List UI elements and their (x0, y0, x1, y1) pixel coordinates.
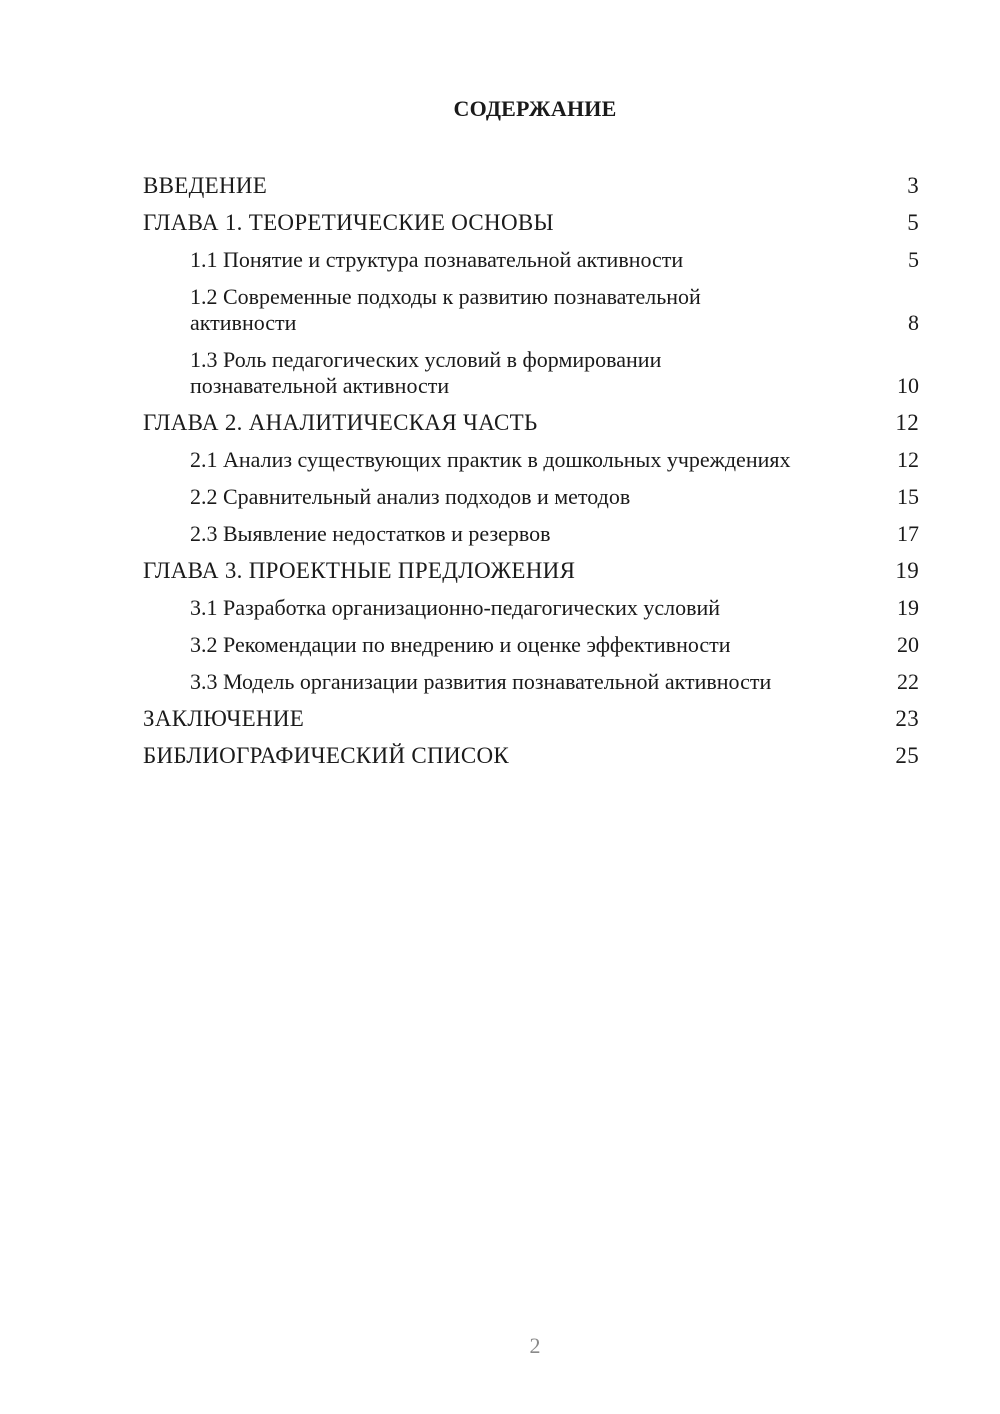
toc-entry-page: 5 (907, 210, 919, 235)
toc-entry-title: ЗАКЛЮЧЕНИЕ (143, 706, 305, 731)
toc-entry-title: ГЛАВА 3. ПРОЕКТНЫЕ ПРЕДЛОЖЕНИЯ (143, 558, 576, 583)
toc-entry-title: 3.3 Модель организации развития познавательной активности (190, 669, 772, 694)
toc-entry-chapter-1[interactable] (143, 205, 919, 242)
toc-entry-page: 3 (907, 173, 919, 198)
toc-entry-chapter-3[interactable] (143, 553, 919, 590)
toc-entry-title: 2.2 Сравнительный анализ подходов и методов (190, 484, 631, 509)
toc-entry-page: 5 (908, 247, 919, 272)
toc-entry-page: 20 (897, 632, 919, 657)
toc-entry-title: ГЛАВА 2. АНАЛИТИЧЕСКАЯ ЧАСТЬ (143, 410, 538, 435)
toc-entry-section-3-3[interactable] (143, 664, 919, 701)
toc-entry-title: 1.3 Роль педагогических условий в формировании познавательной активности (190, 347, 662, 398)
toc-entry-section-2-3[interactable] (143, 516, 919, 553)
toc-entry-section-3-2[interactable] (143, 627, 919, 664)
toc-entry-page: 23 (895, 706, 919, 731)
toc-entry-page: 12 (895, 410, 919, 435)
toc-entry-title: 2.3 Выявление недостатков и резервов (190, 521, 551, 546)
toc-entry-page: 25 (895, 743, 919, 768)
page-number: 2 (529, 1333, 541, 1358)
toc-entry-title: БИБЛИОГРАФИЧЕСКИЙ СПИСОК (143, 743, 510, 768)
toc-entry-page: 17 (897, 521, 919, 546)
toc-entry-page: 10 (897, 373, 919, 398)
toc-entry-conclusion[interactable] (143, 701, 919, 738)
toc-entry-page: 19 (897, 595, 919, 620)
toc-entry-title: 3.2 Рекомендации по внедрению и оценке эффективности (190, 632, 731, 657)
toc-entry-page: 15 (897, 484, 919, 509)
toc-entry-title: 1.1 Понятие и структура познавательной активности (190, 247, 684, 272)
page-title: СОДЕРЖАНИЕ (453, 96, 617, 121)
toc-entry-section-1-1[interactable] (143, 242, 919, 279)
toc-entry-bibliography[interactable] (143, 738, 919, 775)
toc-entry-section-2-2[interactable] (143, 479, 919, 516)
toc-entry-page: 19 (895, 558, 919, 583)
toc-entry-title: 3.1 Разработка организационно-педагогических условий (190, 595, 721, 620)
toc-entry-section-3-1[interactable] (143, 590, 919, 627)
toc-entry-page: 12 (897, 447, 919, 472)
toc-entry-introduction[interactable] (143, 168, 919, 205)
toc-entry-page: 8 (908, 310, 919, 335)
toc-entry-section-2-1[interactable] (143, 442, 919, 479)
toc-entry-title: ВВЕДЕНИЕ (143, 173, 268, 198)
toc-entry-chapter-2[interactable] (143, 405, 919, 442)
toc-entry-title: 2.1 Анализ существующих практик в дошкольных учреждениях (190, 447, 791, 472)
toc-entry-title: 1.2 Современные подходы к развитию познавательной активности (190, 284, 701, 335)
toc-entry-page: 22 (897, 669, 919, 694)
toc-entry-title: ГЛАВА 1. ТЕОРЕТИЧЕСКИЕ ОСНОВЫ (143, 210, 554, 235)
toc-entry-section-1-3[interactable] (143, 342, 919, 405)
toc-entry-section-1-2[interactable] (143, 279, 919, 342)
table-of-contents (143, 168, 919, 775)
